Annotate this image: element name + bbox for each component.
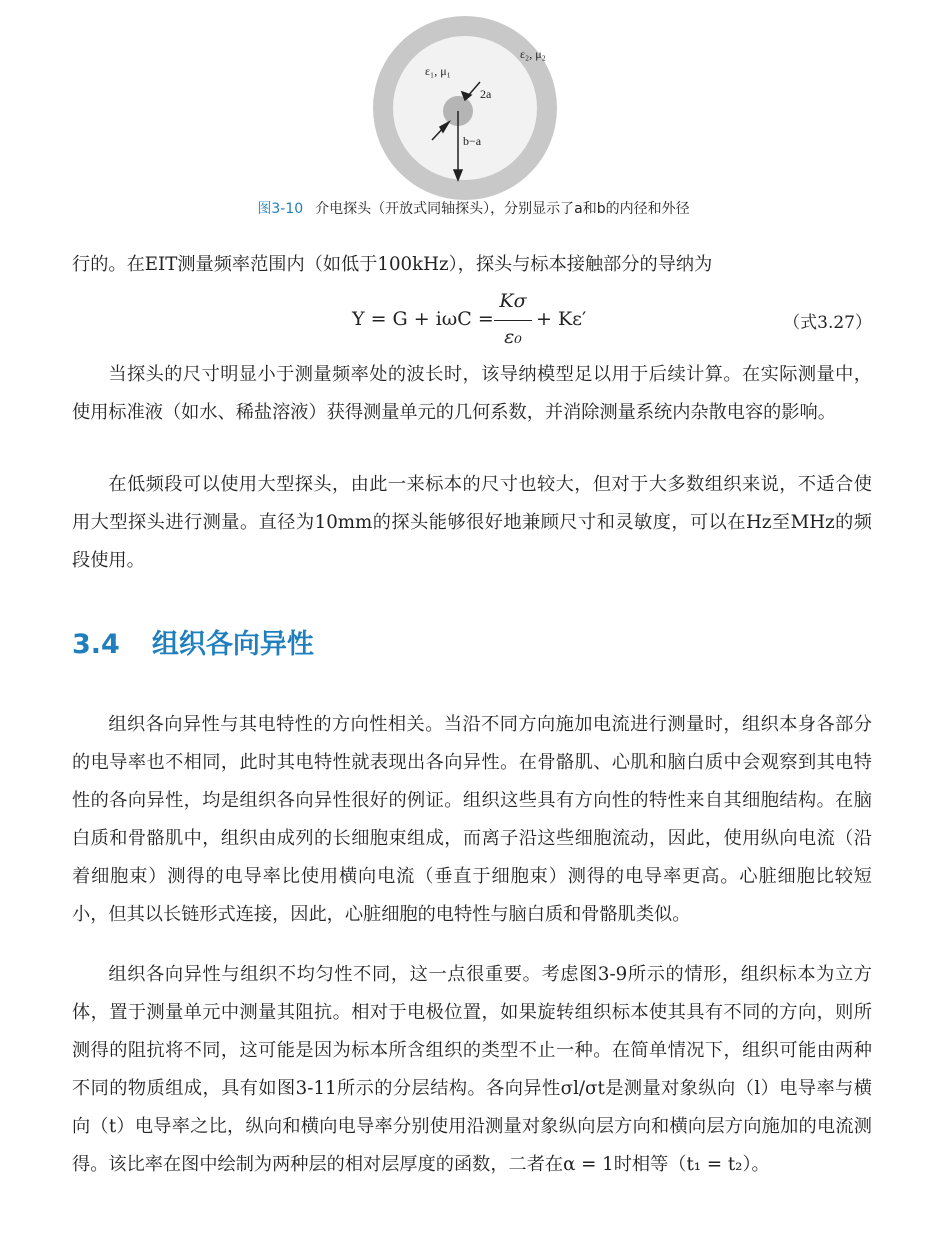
- figure-number: 图3-10: [257, 201, 304, 217]
- equation-rhs: + Kε′: [536, 308, 587, 330]
- equation-denominator: ε₀: [504, 326, 522, 348]
- section-number: 3.4: [72, 629, 120, 660]
- equation-numerator: Kσ: [499, 290, 527, 312]
- equation-lhs: Y = G + iωC =: [352, 308, 494, 330]
- paragraph-3: 在低频段可以使用大型探头，由此一来标本的尺寸也较大，但对于大多数组织来说，不适合使用大型探头进行测量。直径为10mm的探头能够很好地兼顾尺寸和灵敏度，可以在Hz至MHz的频段使用。: [72, 474, 872, 571]
- paragraph-5: 组织各向异性与组织不均匀性不同，这一点很重要。考虑图3-9所示的情形，组织标本为立方体，置于测量单元中测量其阻抗。相对于电极位置，如果旋转组织标本使其具有不同的方向，则所测得的阻抗将不同，这可能是因为标本所含组织的类型不止一种。在简单情况下，组织可能由两种不同的物质组成，具有如图3-11所示的分层结构。各向异性σl/σt是测量对象纵向（l）电导率与横向（t）电导率之比，纵向和横向电导率分别使用沿测量对象纵向层方向和横向层方向施加的电流测得。该比率在图中绘制为两种层的相对层厚度的函数，二者在α = 1时相等（t₁ = t₂）。: [72, 964, 872, 1175]
- equation-3-27: [72, 290, 872, 352]
- paragraph-2: 当探头的尺寸明显小于测量频率处的波长时，该导纳模型足以用于后续计算。在实际测量中，使用标准液（如水、稀盐溶液）获得测量单元的几何系数，并消除测量系统内杂散电容的影响。: [72, 364, 872, 423]
- paragraph-4: 组织各向异性与其电特性的方向性相关。当沿不同方向施加电流进行测量时，组织本身各部分的电导率也不相同，此时其电特性就表现出各向异性。在骨骼肌、心肌和脑白质中会观察到其电特性的各向异性，均是组织各向异性很好的例证。组织这些具有方向性的特性来自其细胞结构。在脑白质和骨骼肌中，组织由成列的长细胞束组成，而离子沿这些细胞流动，因此，使用纵向电流（沿着细胞束）测得的电导率比使用横向电流（垂直于细胞束）测得的电导率更高。心脏细胞比较短小，但其以长链形式连接，因此，心脏细胞的电特性与脑白质和骨骼肌类似。: [72, 714, 872, 925]
- equation-number: （式3.27）: [783, 313, 872, 333]
- section-heading: [72, 622, 314, 661]
- fraction-bar: [494, 320, 532, 321]
- coaxial-probe-figure: [0, 0, 947, 200]
- caption-text: 介电探头（开放式同轴探头），分别显示了a和b的内径和外径: [315, 201, 690, 217]
- paragraph-1: 行的。在EIT测量频率范围内（如低于100kHz），探头与标本接触部分的导纳为: [72, 254, 713, 275]
- section-title: 组织各向异性: [151, 629, 314, 660]
- inner-diameter-label: 2a: [480, 87, 492, 101]
- gap-label: b−a: [463, 134, 482, 148]
- outer-material-label: ε₂, μ₂: [520, 47, 546, 61]
- figure-caption: [0, 198, 947, 218]
- inner-material-label: ε₁, μ₁: [425, 64, 451, 78]
